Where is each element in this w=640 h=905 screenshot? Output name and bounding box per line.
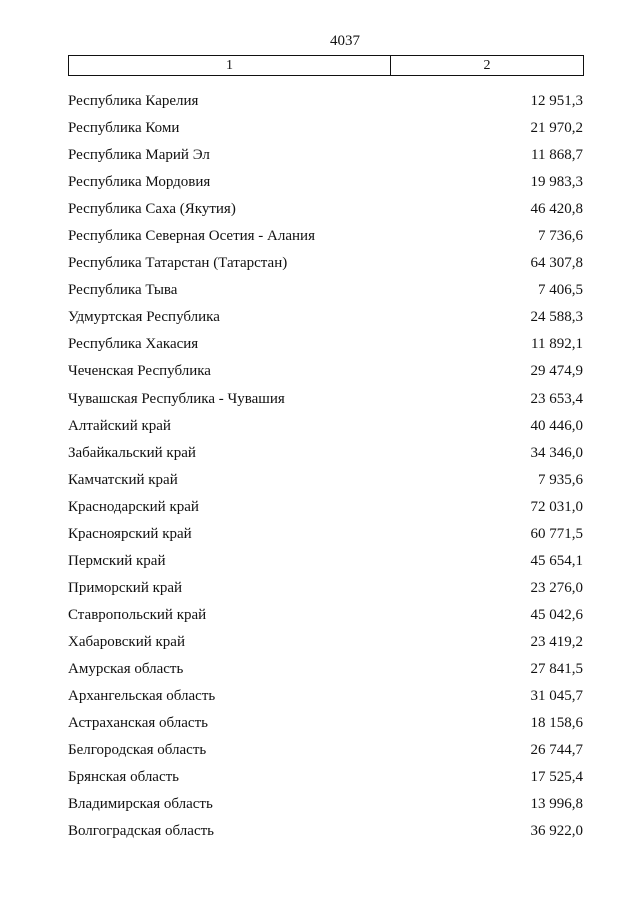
region-value: 34 346,0	[530, 444, 583, 461]
region-name: Республика Марий Эл	[68, 147, 210, 164]
table-row	[68, 277, 583, 304]
region-name: Республика Татарстан (Татарстан)	[68, 255, 288, 272]
table-row	[68, 494, 583, 521]
region-name: Удмуртская Республика	[68, 309, 220, 326]
table-row	[68, 169, 583, 196]
region-name: Алтайский край	[68, 417, 171, 434]
region-value: 45 042,6	[530, 606, 583, 623]
table-row	[68, 656, 583, 683]
table-body	[68, 88, 583, 845]
table-row	[68, 629, 583, 656]
header-col-1: 1	[69, 56, 391, 75]
table-row	[68, 88, 583, 115]
region-name: Пермский край	[68, 552, 166, 569]
region-value: 60 771,5	[530, 525, 583, 542]
region-name: Владимирская область	[68, 796, 213, 813]
region-value: 64 307,8	[530, 255, 583, 272]
region-name: Краснодарский край	[68, 498, 199, 515]
region-name: Республика Хакасия	[68, 336, 199, 353]
region-name: Приморский край	[68, 579, 183, 596]
region-name: Камчатский край	[68, 471, 178, 488]
table-row	[68, 521, 583, 548]
region-name: Красноярский край	[68, 525, 192, 542]
table-row	[68, 223, 583, 250]
region-name: Амурская область	[68, 661, 184, 677]
region-value: 17 525,4	[530, 769, 583, 786]
region-value: 23 276,0	[530, 579, 583, 596]
region-name: Ставропольский край	[68, 606, 207, 623]
region-name: Белгородская область	[68, 742, 207, 759]
region-name: Республика Тыва	[68, 282, 178, 299]
table-row	[68, 196, 583, 223]
table-row	[68, 358, 583, 385]
region-name: Брянская область	[68, 769, 180, 786]
region-value: 7 935,6	[538, 471, 583, 488]
region-value: 7 406,5	[538, 282, 583, 299]
table-row	[68, 791, 583, 818]
region-name: Республика Северная Осетия - Алания	[68, 228, 315, 245]
region-name: Архангельская область	[68, 688, 216, 705]
region-value: 24 588,3	[530, 309, 583, 326]
table-row	[68, 548, 583, 575]
region-value: 72 031,0	[530, 498, 583, 515]
region-name: Чувашская Республика - Чувашия	[68, 390, 285, 407]
region-value: 12 951,3	[530, 93, 583, 110]
page-number: 4037	[330, 33, 360, 49]
region-value: 36 922,0	[530, 823, 583, 840]
table-row	[68, 386, 583, 413]
table-header	[68, 55, 584, 76]
header-col-2: 2	[483, 58, 491, 73]
region-value: 45 654,1	[530, 552, 583, 569]
table-row	[68, 764, 583, 791]
region-name: Астраханская область	[68, 715, 208, 732]
region-name: Забайкальский край	[68, 444, 196, 461]
table-row	[68, 115, 583, 142]
table-row	[68, 818, 583, 845]
region-value: 19 983,3	[530, 174, 583, 191]
table-row	[68, 304, 583, 331]
region-name: Хабаровский край	[68, 633, 185, 650]
table-row	[68, 331, 583, 358]
table-row	[68, 440, 583, 467]
table-row	[68, 575, 583, 602]
region-name: Республика Коми	[68, 120, 180, 137]
region-value: 23 653,4	[530, 390, 583, 407]
table-row	[68, 142, 583, 169]
region-value: 40 446,0	[530, 417, 583, 434]
region-value: 46 420,8	[530, 201, 583, 218]
table-row	[68, 413, 583, 440]
table-row	[68, 683, 583, 710]
region-value: 23 419,2	[530, 633, 583, 650]
table-row	[68, 710, 583, 737]
region-name: Республика Карелия	[68, 93, 199, 110]
region-value: 26 744,7	[530, 742, 583, 759]
region-value: 27 841,5	[530, 661, 583, 677]
region-name: Волгоградская область	[68, 823, 214, 840]
region-value: 18 158,6	[530, 715, 583, 732]
region-value: 31 045,7	[530, 688, 583, 705]
region-value: 21 970,2	[530, 120, 583, 137]
region-value: 11 868,7	[531, 147, 583, 164]
region-value: 7 736,6	[538, 228, 583, 245]
table-row	[68, 250, 583, 277]
region-value: 29 474,9	[530, 363, 583, 380]
region-name: Чеченская Республика	[68, 363, 211, 380]
table-row	[68, 602, 583, 629]
region-name: Республика Саха (Якутия)	[68, 201, 236, 218]
table-row	[68, 467, 583, 494]
region-value: 13 996,8	[530, 796, 583, 813]
table-row	[68, 737, 583, 764]
region-name: Республика Мордовия	[68, 174, 211, 191]
region-value: 11 892,1	[531, 336, 583, 353]
